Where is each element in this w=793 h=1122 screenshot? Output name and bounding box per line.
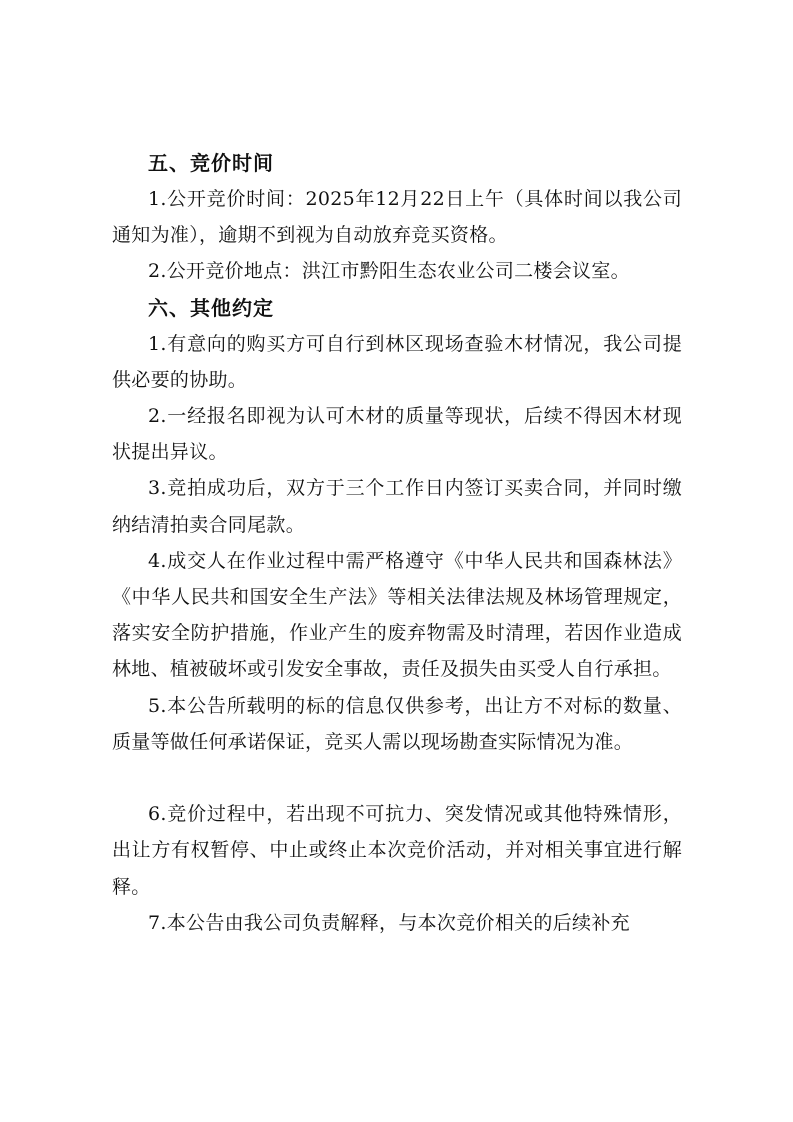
page-content [112,145,682,941]
paragraph-bidding-location: 2.公开竞价地点：洪江市黔阳生态农业公司二楼会议室。 [148,260,630,283]
paragraph-term-2: 2.一经报名即视为认可木材的质量等现状，后续不得因木材现状提出异议。 [112,404,682,464]
paragraph-term-6: 6.竞价过程中，若出现不可抗力、突发情况或其他特殊情形，出让方有权暂停、中止或终止本次竞价活动，并对相关事宜进行解释。 [112,803,682,898]
paragraph-term-1: 1.有意向的购买方可自行到林区现场查验木材情况，我公司提供必要的协助。 [112,332,682,391]
paragraph-term-7: 7.本公告由我公司负责解释，与本次竞价相关的后续补充 [148,911,630,934]
paragraph-term-3: 3.竞拍成功后，双方于三个工作日内签订买卖合同，并同时缴纳结清拍卖合同尾款。 [112,477,682,536]
paragraph-term-5: 5.本公告所载明的标的信息仅供参考，出让方不对标的数量、质量等做任何承诺保证，竞买人需以现场勘查实际情况为准。 [112,694,682,753]
section-heading-bidding-time: 五、竞价时间 [148,151,274,175]
paragraph-bidding-time: 1.公开竞价时间：2025年12月22日上午（具体时间以我公司通知为准），逾期不到视为自动放弃竞买资格。 [112,188,682,247]
section-heading-other-terms: 六、其他约定 [148,295,274,320]
paragraph-term-4: 4.成交人在作业过程中需严格遵守《中华人民共和国森林法》《中华人民共和国安全生产法》等相关法律法规及林场管理规定，落实安全防护措施，作业产生的废弃物需及时清理，若因作业造成林地、植被破坏或引发安全事故，责任及损失由买受人自行承担。 [112,549,682,681]
